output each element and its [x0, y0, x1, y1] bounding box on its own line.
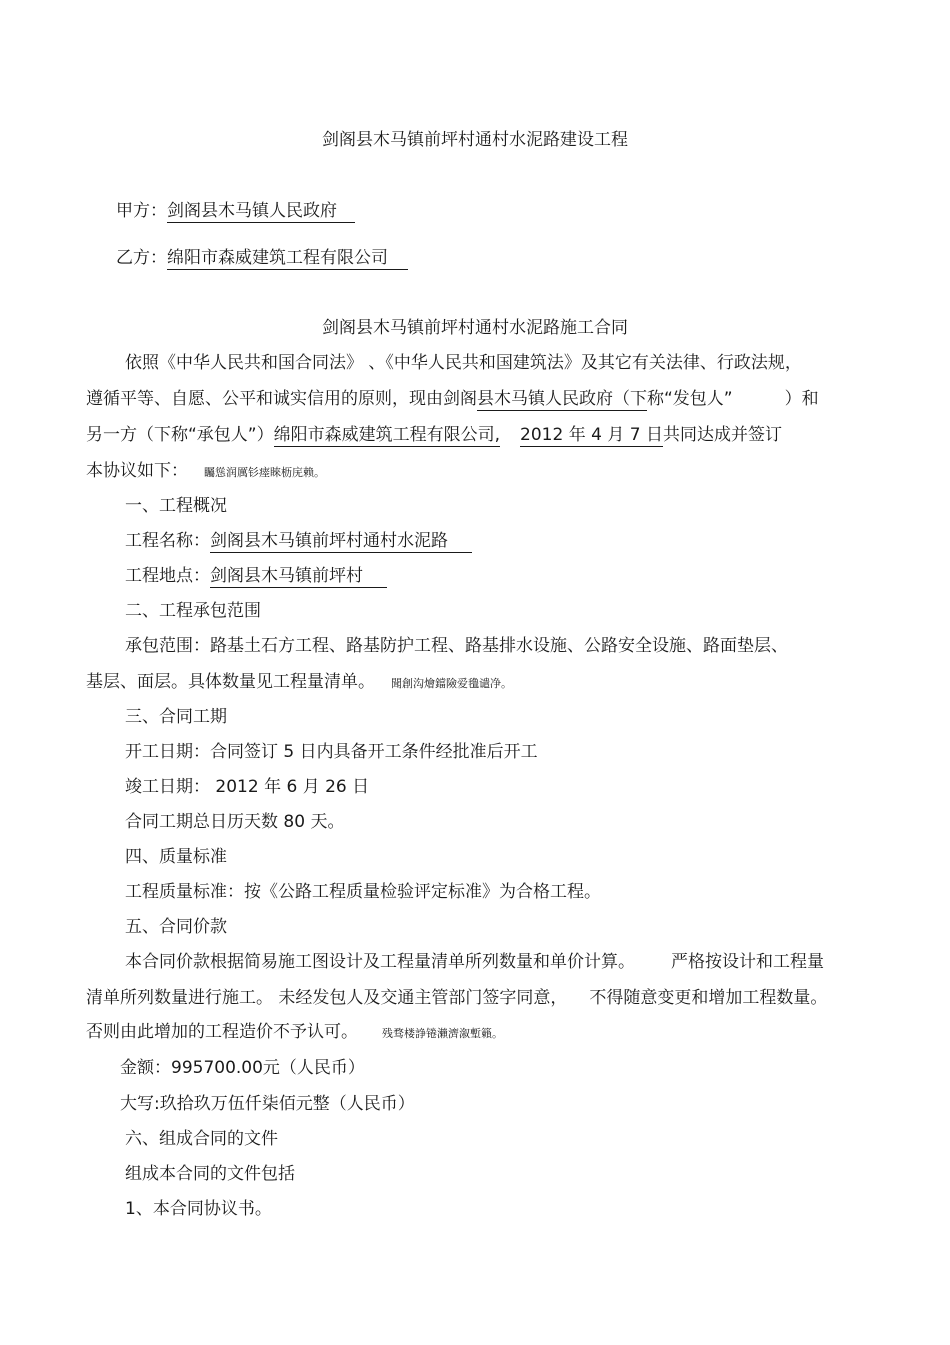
intro-line-2-end: ）和: [784, 389, 819, 409]
price-line-2-b: 不得随意变更和增加工程数量。: [589, 988, 828, 1008]
intro-line-2-text: 遵循平等、自愿、公平和诚实信用的原则，现由剑阁: [86, 389, 477, 409]
intro-line-1: 依照《中华人民共和国合同法》 、《中华人民共和国建筑法》及其它有关法律、行政法规，: [125, 353, 802, 373]
intro-line-2-underlined: 县木马镇人民政府（下: [477, 389, 647, 409]
party-a-label: 甲方：: [116, 201, 167, 221]
documents-intro: 组成本合同的文件包括: [125, 1164, 295, 1184]
section-2-heading: 二、工程承包范围: [125, 601, 261, 621]
price-line-3-text: 否则由此增加的工程造价不予认可。: [86, 1022, 358, 1042]
contract-amount: 金额：995700.00元（人民币）: [120, 1058, 365, 1078]
price-note: 残骛楼諍锩瀨濟溆塹籟。: [382, 1027, 503, 1040]
scope-line-2-text: 基层、面层。具体数量见工程量清单。: [86, 672, 375, 692]
project-location-label: 工程地点：: [125, 566, 210, 586]
price-line-3: [86, 1021, 503, 1045]
scope-line-1: 承包范围：路基土石方工程、路基防护工程、路基排水设施、公路安全设施、路面垫层、: [125, 636, 788, 656]
quality-standard: 工程质量标准：按《公路工程质量检验评定标准》为合格工程。: [125, 882, 601, 902]
intro-line-2-client: 称“发包人”: [647, 389, 733, 409]
completion-date: 竣工日期： 2012 年 6 月 26 日: [125, 777, 370, 797]
section-3-heading: 三、合同工期: [125, 707, 227, 727]
contractor-name: 绵阳市森威建筑工程有限公司,: [273, 425, 501, 445]
intro-line-4-text: 本协议如下：: [86, 461, 188, 481]
project-name-row: [125, 530, 472, 552]
party-b: [116, 247, 408, 269]
price-line-1-a: 本合同价款根据简易施工图设计及工程量清单所列数量和单价计算。: [125, 952, 635, 972]
scope-line-2: [86, 671, 512, 695]
intro-note: 矚慫润厲钐瘗睞枥庑赖。: [204, 466, 325, 479]
section-4-heading: 四、质量标准: [125, 847, 227, 867]
intro-line-3: [86, 424, 782, 446]
total-duration: 合同工期总日历天数 80 天。: [125, 812, 345, 832]
project-location-row: [125, 565, 387, 587]
section-5-heading: 五、合同价款: [125, 917, 227, 937]
scope-note: 聞創沟燴鐺險爱氇谴净。: [391, 677, 512, 690]
price-line-1-b: 严格按设计和工程量: [671, 952, 824, 972]
price-line-2: [86, 987, 827, 1009]
section-6-heading: 六、组成合同的文件: [125, 1129, 278, 1149]
price-line-2-a: 清单所列数量进行施工。 未经发包人及交通主管部门签字同意，: [86, 988, 568, 1008]
project-name-label: 工程名称：: [125, 531, 210, 551]
signing-date: 2012 年 4 月 7 日: [520, 425, 663, 445]
document-item-1: 1、本合同协议书。: [125, 1199, 272, 1219]
party-a-value: 剑阁县木马镇人民政府: [167, 201, 355, 223]
project-name-value: 剑阁县木马镇前坪村通村水泥路: [210, 531, 472, 553]
party-b-label: 乙方：: [116, 248, 167, 268]
project-location-value: 剑阁县木马镇前坪村: [210, 566, 387, 588]
project-title: 剑阁县木马镇前坪村通村水泥路建设工程: [322, 130, 628, 150]
start-date: 开工日期：合同签订 5 日内具备开工条件经批准后开工: [125, 742, 538, 762]
intro-line-2: [86, 388, 819, 410]
party-b-value: 绵阳市森威建筑工程有限公司: [167, 248, 408, 270]
intro-line-3-end: 共同达成并签订: [662, 425, 782, 445]
intro-line-4: [86, 460, 325, 484]
intro-line-3-text: 另一方（下称“承包人”）: [86, 425, 274, 445]
party-a: [116, 200, 355, 222]
price-line-1: [125, 951, 824, 973]
contract-amount-words: 大写:玖拾玖万伍仟柒佰元整（人民币）: [120, 1094, 415, 1114]
section-1-heading: 一、工程概况: [125, 496, 227, 516]
contract-title: 剑阁县木马镇前坪村通村水泥路施工合同: [322, 318, 628, 338]
